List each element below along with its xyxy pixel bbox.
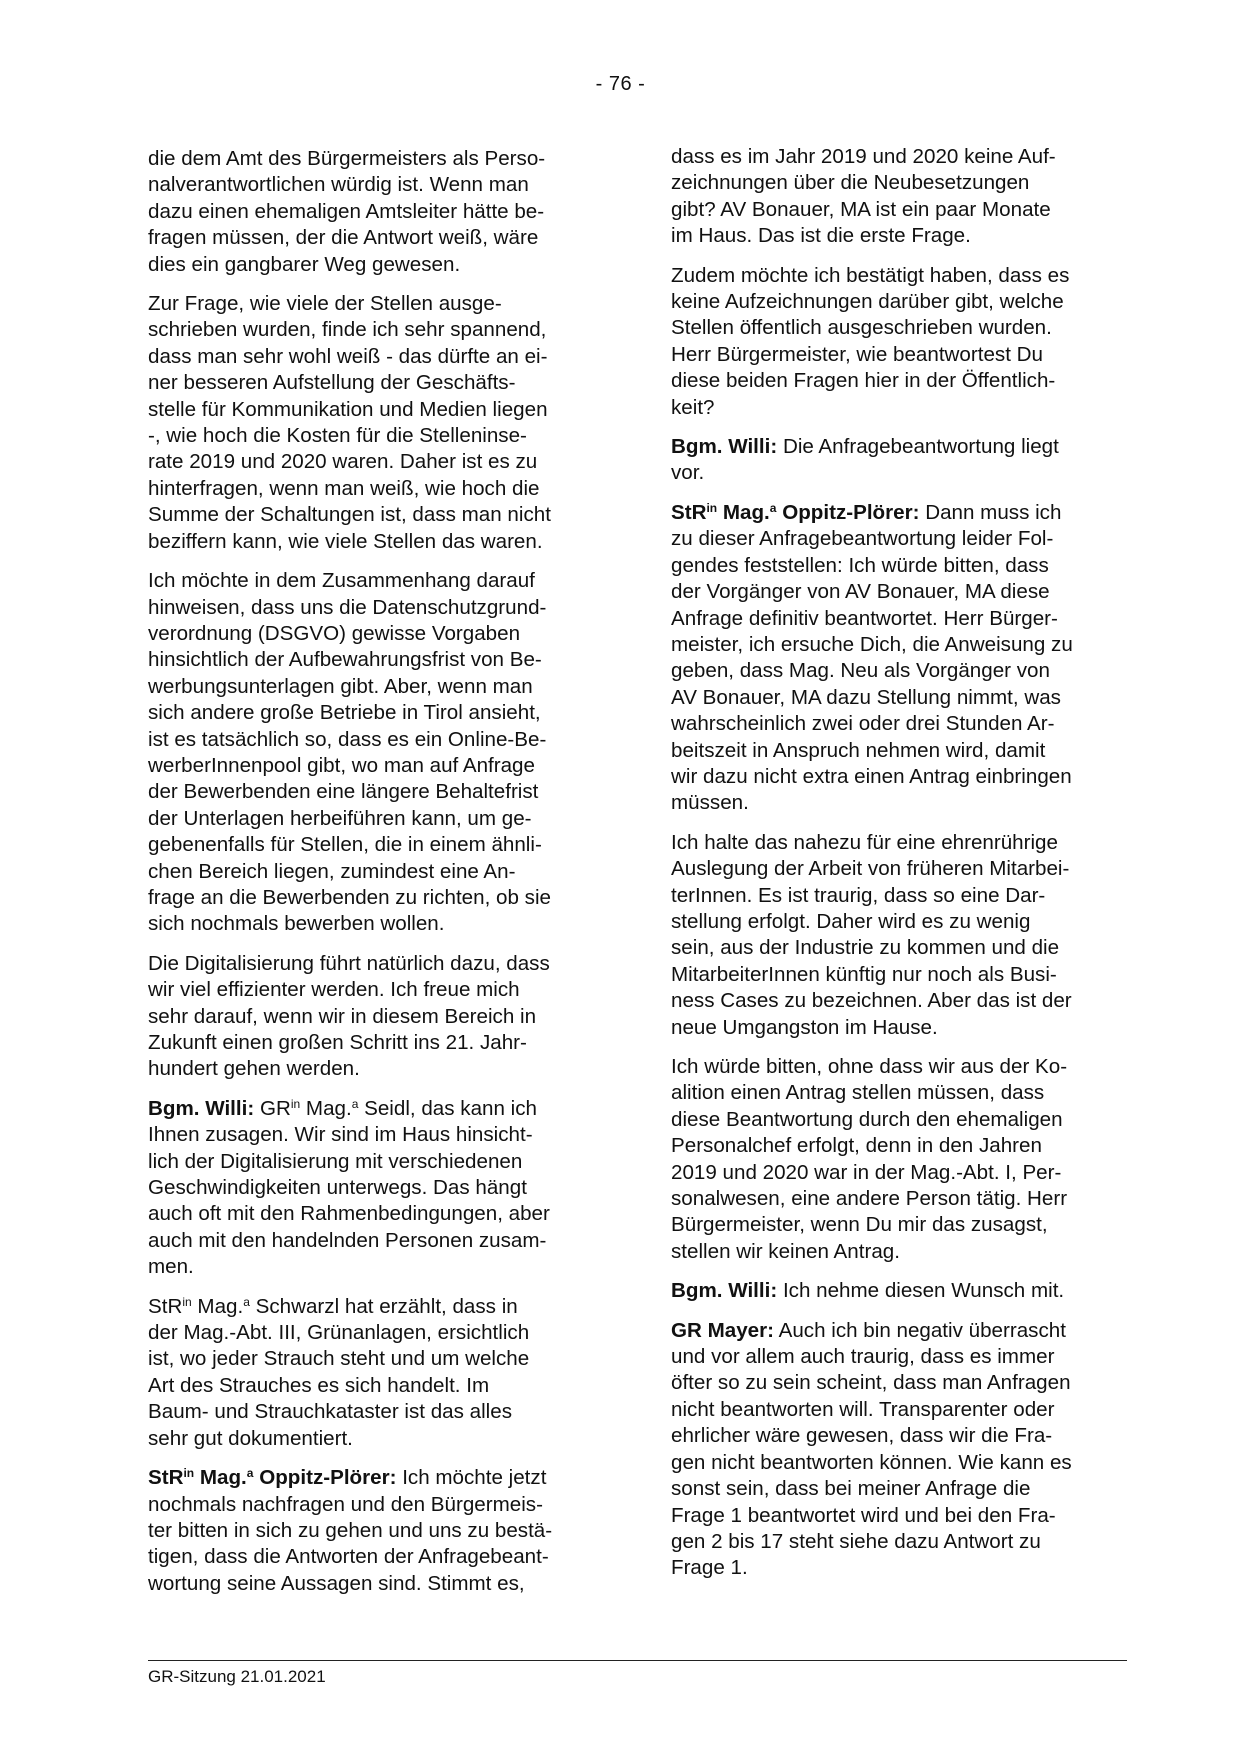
speech-paragraph: [671, 434, 1119, 487]
speech-text: Ich nehme diesen Wunsch mit.: [777, 1279, 1065, 1303]
speaker-name: Bgm. Willi:: [671, 435, 778, 459]
superscript: in: [182, 1294, 192, 1309]
speaker-title: Mag.: [194, 1466, 247, 1490]
speech-text: GR: [254, 1096, 291, 1120]
superscript: a: [246, 1466, 254, 1481]
superscript: in: [183, 1466, 195, 1481]
speaker-name: GR Mayer:: [671, 1318, 774, 1342]
speaker-name: [671, 501, 919, 524]
footer-session-date: GR-Sitzung 21.01.2021: [148, 1667, 326, 1686]
superscript: in: [706, 500, 718, 515]
paragraph: Zudem möchte ich bestätigt haben, dass es keine Aufzeichnungen darüber gibt, welche Stellen öffentlich ausgeschrieben wurden. Herr Bürgermeister, wie beantwortest Du diese beiden Fragen hier in der Öffentlich- keit?: [671, 263, 1070, 419]
left-column: [148, 146, 596, 1610]
speech-text: Ich möchte jetzt nochmals nachfragen und den Bürgermeis- ter bitten in sich zu gehen und uns zu bestä- tigen, dass die Antworten der Anfragebeant- wortung seine Aussagen sind. Stimmt es,: [148, 1466, 553, 1595]
superscript: a: [769, 500, 777, 515]
speech-paragraph: [671, 1278, 1119, 1304]
right-column: [671, 144, 1119, 1595]
paragraph: dass es im Jahr 2019 und 2020 keine Auf- zeichnungen über die Neubesetzungen gibt? AV Bonauer, MA ist ein paar Monate im Haus. Das ist die erste Frage.: [671, 145, 1056, 248]
speech-text: Dann muss ich zu dieser Anfragebeantwortung leider Fol- gendes feststellen: Ich würde bitten, dass der Vorgänger von AV Bonauer, MA diese Anfrage definitiv beantwortet. Herr Bürger- meister, ich ersuche Dich, die Anweisung zu geben, dass Mag. Neu als Vorgänger von AV Bonauer, MA dazu Stellung nimmt, was wahrscheinlich zwei oder drei Stunden Ar- beitszeit in Anspruch nehmen wird, damit wir dazu nicht extra einen Antrag einbringen müssen.: [671, 500, 1073, 815]
speech-text: Auch ich bin negativ überrascht und vor allem auch traurig, dass es immer öfter so zu sein scheint, dass man Anfragen nicht beantworten will. Transparenter oder ehrlicher wäre gewesen, dass wir die Fra- gen nicht beantworten können. Wie kann es sonst sein, dass bei meiner Anfrage die Frage 1 beantwortet wird und bei den Fra- gen 2 bis 17 steht siehe dazu Antwort zu Frage 1.: [671, 1318, 1072, 1580]
superscript: a: [243, 1294, 250, 1309]
speaker-surname: Oppitz-Plörer:: [776, 500, 920, 524]
title-text: Mag.: [191, 1294, 244, 1318]
paragraph-text: Schwarzl hat erzählt, dass in der Mag.-Abt. III, Grünanlagen, ersichtlich ist, wo jeder Strauch steht und um welche Art des Strauches es sich handelt. Im Baum- und Strauchkataster ist das alles sehr gut dokumentiert.: [148, 1294, 530, 1450]
speech-text: Die Anfragebeantwortung liegt vor.: [671, 435, 1059, 485]
paragraph: Zur Frage, wie viele der Stellen ausge- schrieben wurden, finde ich sehr spannend, dass man sehr wohl weiß - das dürfte an ei- ner besseren Aufstellung der Geschäfts- stelle für Kommunikation und Medien liegen -, wie hoch die Kosten für die Stelleninse- rate 2019 und 2020 waren. Daher ist es zu hinterfragen, wenn man weiß, wie hoch die Summe der Schaltungen ist, dass man nicht beziffern kann, wie viele Stellen das waren.: [148, 292, 551, 553]
title-text: StR: [148, 1294, 183, 1318]
speaker-name: Bgm. Willi:: [671, 1279, 778, 1303]
speech-paragraph: [148, 1096, 596, 1281]
speaker-title: Mag.: [717, 500, 770, 524]
speaker-title: StR: [671, 500, 707, 524]
paragraph: Die Digitalisierung führt natürlich dazu, dass wir viel effizienter werden. Ich freue mich sehr darauf, wenn wir in diesem Bereich in Zukunft einen großen Schritt ins 21. Jahr- hundert gehen werden.: [148, 951, 550, 1081]
speaker-name: Bgm. Willi:: [148, 1096, 255, 1120]
speech-paragraph: [671, 1318, 1119, 1582]
speech-text: Seidl, das kann ich Ihnen zusagen. Wir sind im Haus hinsicht- lich der Digitalisierung mit verschiedenen Geschwindigkeiten unterwegs. Das hängt auch oft mit den Rahmenbedingungen, aber auch mit den handelnden Personen zusam- men.: [148, 1096, 550, 1279]
superscript: in: [290, 1096, 301, 1111]
speaker-name: [148, 1466, 396, 1489]
speaker-title: StR: [148, 1466, 184, 1490]
superscript: a: [351, 1096, 359, 1111]
paragraph: Ich möchte in dem Zusammenhang darauf hinweisen, dass uns die Datenschutzgrund- verordnung (DSGVO) gewisse Vorgaben hinsichtlich der Aufbewahrungsfrist von Be- werbungsunterlagen gibt. Aber, wenn man sich andere große Betriebe in Tirol ansieht, ist es tatsächlich so, dass es ein Online-Be- werberInnenpool gibt, wo man auf Anfrage der Bewerbenden eine längere Behaltefrist der Unterlagen herbeiführen kann, um ge- gebenenfalls für Stellen, die in einem ähnli- chen Bereich liegen, zumindest eine An- frage an die Bewerbenden zu richten, ob sie sich nochmals bewerben wollen.: [148, 569, 551, 936]
paragraph: [148, 1294, 596, 1452]
speech-text: Mag.: [300, 1096, 352, 1120]
paragraph: Ich halte das nahezu für eine ehrenrührige Auslegung der Arbeit von früheren Mitarbei- terInnen. Es ist traurig, dass so eine Dar- stellung erfolgt. Daher wird es zu wenig sein, aus der Industrie zu kommen und die MitarbeiterInnen künftig nur noch als Busi- ness Cases zu bezeichnen. Aber das ist der neue Umgangston im Hause.: [671, 830, 1072, 1039]
speech-paragraph: [671, 500, 1119, 817]
speech-paragraph: [148, 1465, 596, 1597]
speaker-surname: Oppitz-Plörer:: [253, 1466, 397, 1490]
paragraph: die dem Amt des Bürgermeisters als Perso- nalverantwortlichen würdig ist. Wenn man dazu einen ehemaligen Amtsleiter hätte be- fragen müssen, der die Antwort weiß, wäre dies ein gangbarer Weg gewesen.: [148, 147, 546, 276]
paragraph: Ich würde bitten, ohne dass wir aus der Ko- alition einen Antrag stellen müssen, dass diese Beantwortung durch den ehemaligen Personalchef erfolgt, denn in den Jahren 2019 und 2020 war in der Mag.-Abt. I, Per- sonalwesen, eine andere Person tätig. Herr Bürgermeister, wenn Du mir das zusagst, stellen wir keinen Antrag.: [671, 1055, 1068, 1263]
page-number: - 76 -: [595, 73, 646, 95]
footer-divider: [148, 1660, 1127, 1661]
